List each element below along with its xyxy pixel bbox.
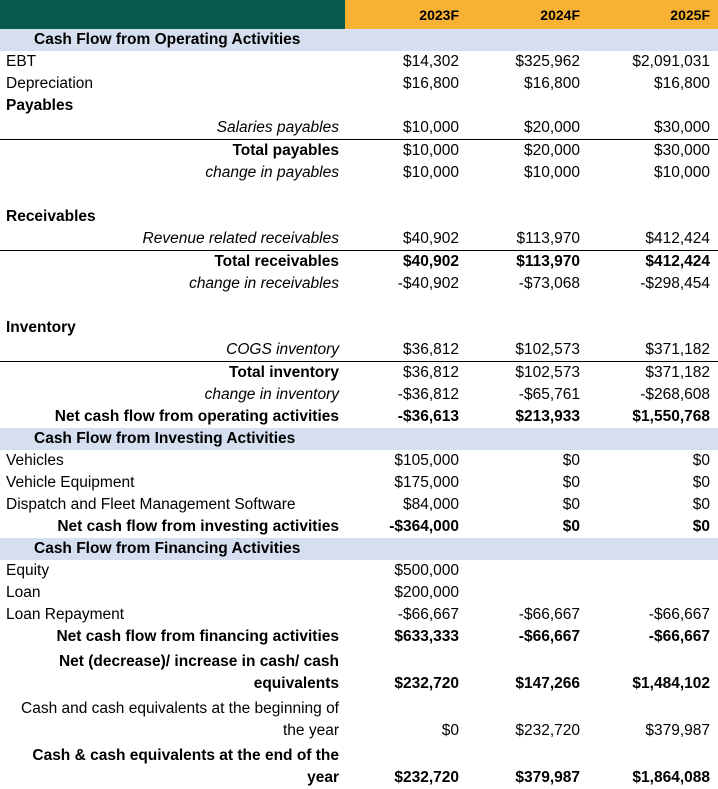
year-header: 2024F: [467, 0, 588, 29]
cell-value: $10,000: [402, 119, 459, 136]
cell-value: [467, 582, 588, 604]
table-row: [0, 604, 718, 626]
cell-value: -$66,667: [518, 628, 580, 645]
table-row: [0, 73, 718, 95]
cell-value: $105,000: [394, 452, 459, 469]
subsection-title: Payables: [6, 97, 74, 114]
total-row: [0, 516, 718, 538]
section-title: Cash Flow from Investing Activities: [0, 428, 345, 450]
cell-value: $16,800: [523, 75, 580, 92]
cell-value: $175,000: [394, 474, 459, 491]
cell-value: $379,987: [645, 722, 710, 739]
table-row: [0, 273, 718, 295]
row-label: Dispatch and Fleet Management Software: [6, 496, 296, 513]
summary-row: [0, 695, 718, 742]
cell-value: -$65,761: [518, 386, 580, 403]
cell-value: $10,000: [402, 164, 459, 181]
subsection-header: [0, 95, 718, 117]
row-label: Depreciation: [6, 75, 94, 92]
table-row: [0, 560, 718, 582]
table-row: [0, 582, 718, 604]
section-header-investing: [0, 428, 718, 450]
cell-value: $0: [562, 496, 580, 513]
cell-value: $1,550,768: [632, 408, 710, 425]
cell-value: -$66,667: [518, 606, 580, 623]
row-label: change in inventory: [204, 386, 339, 403]
row-label: Total payables: [0, 140, 345, 163]
cell-value: $113,970: [467, 251, 588, 274]
cell-value: $36,812: [345, 362, 467, 385]
table-row: [0, 117, 718, 140]
subsection-title: Inventory: [6, 319, 76, 336]
header-corner: [0, 0, 345, 29]
row-label: Equity: [6, 562, 50, 579]
table-row: [0, 472, 718, 494]
row-label: COGS inventory: [226, 341, 339, 358]
spacer-row: [0, 295, 718, 317]
row-label: Total receivables: [0, 251, 345, 274]
cell-value: $371,182: [645, 341, 710, 358]
cell-value: -$73,068: [518, 275, 580, 292]
cell-value: $102,573: [515, 341, 580, 358]
cell-value: [467, 560, 588, 582]
row-label: Net cash flow from investing activities: [57, 518, 339, 535]
cell-value: -$36,812: [397, 386, 459, 403]
row-label: Net cash flow from operating activities: [54, 408, 339, 425]
subsection-header: [0, 317, 718, 339]
table-row: [0, 51, 718, 73]
cell-value: $232,720: [394, 769, 459, 786]
total-row: [0, 626, 718, 648]
cell-value: $0: [562, 474, 580, 491]
cell-value: $36,812: [402, 341, 459, 358]
cell-value: $379,987: [515, 769, 580, 786]
cell-value: $2,091,031: [632, 53, 710, 70]
row-label: Net cash flow from financing activities: [56, 628, 339, 645]
cell-value: -$66,667: [397, 606, 459, 623]
row-label: EBT: [6, 53, 37, 70]
cell-value: $20,000: [523, 119, 580, 136]
table-row: [0, 339, 718, 362]
cell-value: $0: [692, 452, 710, 469]
cell-value: -$66,667: [648, 628, 710, 645]
cell-value: $14,302: [402, 53, 459, 70]
total-row: [0, 406, 718, 428]
cell-value: $20,000: [467, 140, 588, 163]
cell-value: $113,970: [516, 230, 580, 247]
cell-value: $213,933: [515, 408, 580, 425]
cell-value: $500,000: [394, 562, 459, 579]
cell-value: $1,864,088: [632, 769, 710, 786]
cell-value: $30,000: [588, 140, 718, 163]
cell-value: $633,333: [394, 628, 459, 645]
row-label: Vehicles: [6, 452, 64, 469]
cell-value: $412,424: [588, 251, 718, 274]
cell-value: $10,000: [523, 164, 580, 181]
row-label: Total inventory: [0, 362, 345, 385]
row-label: Loan Repayment: [6, 606, 125, 623]
cell-value: $30,000: [653, 119, 710, 136]
row-label: Cash & cash equivalents at the end of the year: [32, 747, 339, 786]
row-label: Revenue related receivables: [142, 230, 339, 247]
cell-value: $1,484,102: [632, 675, 710, 692]
cell-value: $102,573: [467, 362, 588, 385]
cell-value: -$66,667: [648, 606, 710, 623]
section-title: Cash Flow from Operating Activities: [0, 29, 345, 51]
cell-value: $0: [692, 496, 710, 513]
spacer-row: [0, 184, 718, 206]
cell-value: -$268,608: [640, 386, 710, 403]
cell-value: $0: [692, 518, 710, 535]
cell-value: $200,000: [394, 584, 459, 601]
cell-value: -$40,902: [397, 275, 459, 292]
cell-value: $0: [562, 452, 580, 469]
row-label: Salaries payables: [216, 119, 339, 136]
cell-value: -$298,454: [640, 275, 710, 292]
cell-value: $371,182: [588, 362, 718, 385]
section-title: Cash Flow from Financing Activities: [0, 538, 345, 560]
cell-value: $232,720: [515, 722, 580, 739]
cell-value: $0: [441, 722, 459, 739]
cell-value: $40,902: [402, 230, 459, 247]
row-label: Vehicle Equipment: [6, 474, 135, 491]
table-row: [0, 162, 718, 184]
cell-value: $16,800: [653, 75, 710, 92]
year-header: 2025F: [588, 0, 718, 29]
table-row: [0, 362, 718, 385]
cell-value: $0: [692, 474, 710, 491]
cell-value: $84,000: [402, 496, 459, 513]
subsection-title: Receivables: [6, 208, 96, 225]
cell-value: -$36,613: [397, 408, 459, 425]
cell-value: $147,266: [515, 675, 580, 692]
table-row: [0, 140, 718, 163]
cell-value: -$364,000: [389, 518, 459, 535]
subsection-header: [0, 206, 718, 228]
section-header-operating: [0, 29, 718, 51]
cell-value: $232,720: [394, 675, 459, 692]
cell-value: $412,424: [645, 230, 710, 247]
cell-value: $40,902: [345, 251, 467, 274]
cell-value: $325,962: [515, 53, 580, 70]
row-label: Loan: [6, 584, 41, 601]
row-label: change in receivables: [189, 275, 339, 292]
table-row: [0, 494, 718, 516]
cell-value: $16,800: [402, 75, 459, 92]
cell-value: $10,000: [345, 140, 467, 163]
cell-value: [588, 582, 718, 604]
table-row: [0, 384, 718, 406]
table-row: [0, 251, 718, 274]
year-header: 2023F: [345, 0, 467, 29]
row-label: Net (decrease)/ increase in cash/ cash equivalents: [58, 653, 339, 692]
cell-value: $0: [562, 518, 580, 535]
cell-value: $10,000: [653, 164, 710, 181]
summary-row: [0, 742, 718, 789]
table-row: [0, 228, 718, 251]
row-label: change in payables: [205, 164, 339, 181]
header-row: [0, 0, 718, 29]
summary-row: [0, 648, 718, 695]
section-header-financing: [0, 538, 718, 560]
table-row: [0, 450, 718, 472]
row-label: Cash and cash equivalents at the beginning of the year: [21, 700, 339, 739]
cell-value: [588, 560, 718, 582]
